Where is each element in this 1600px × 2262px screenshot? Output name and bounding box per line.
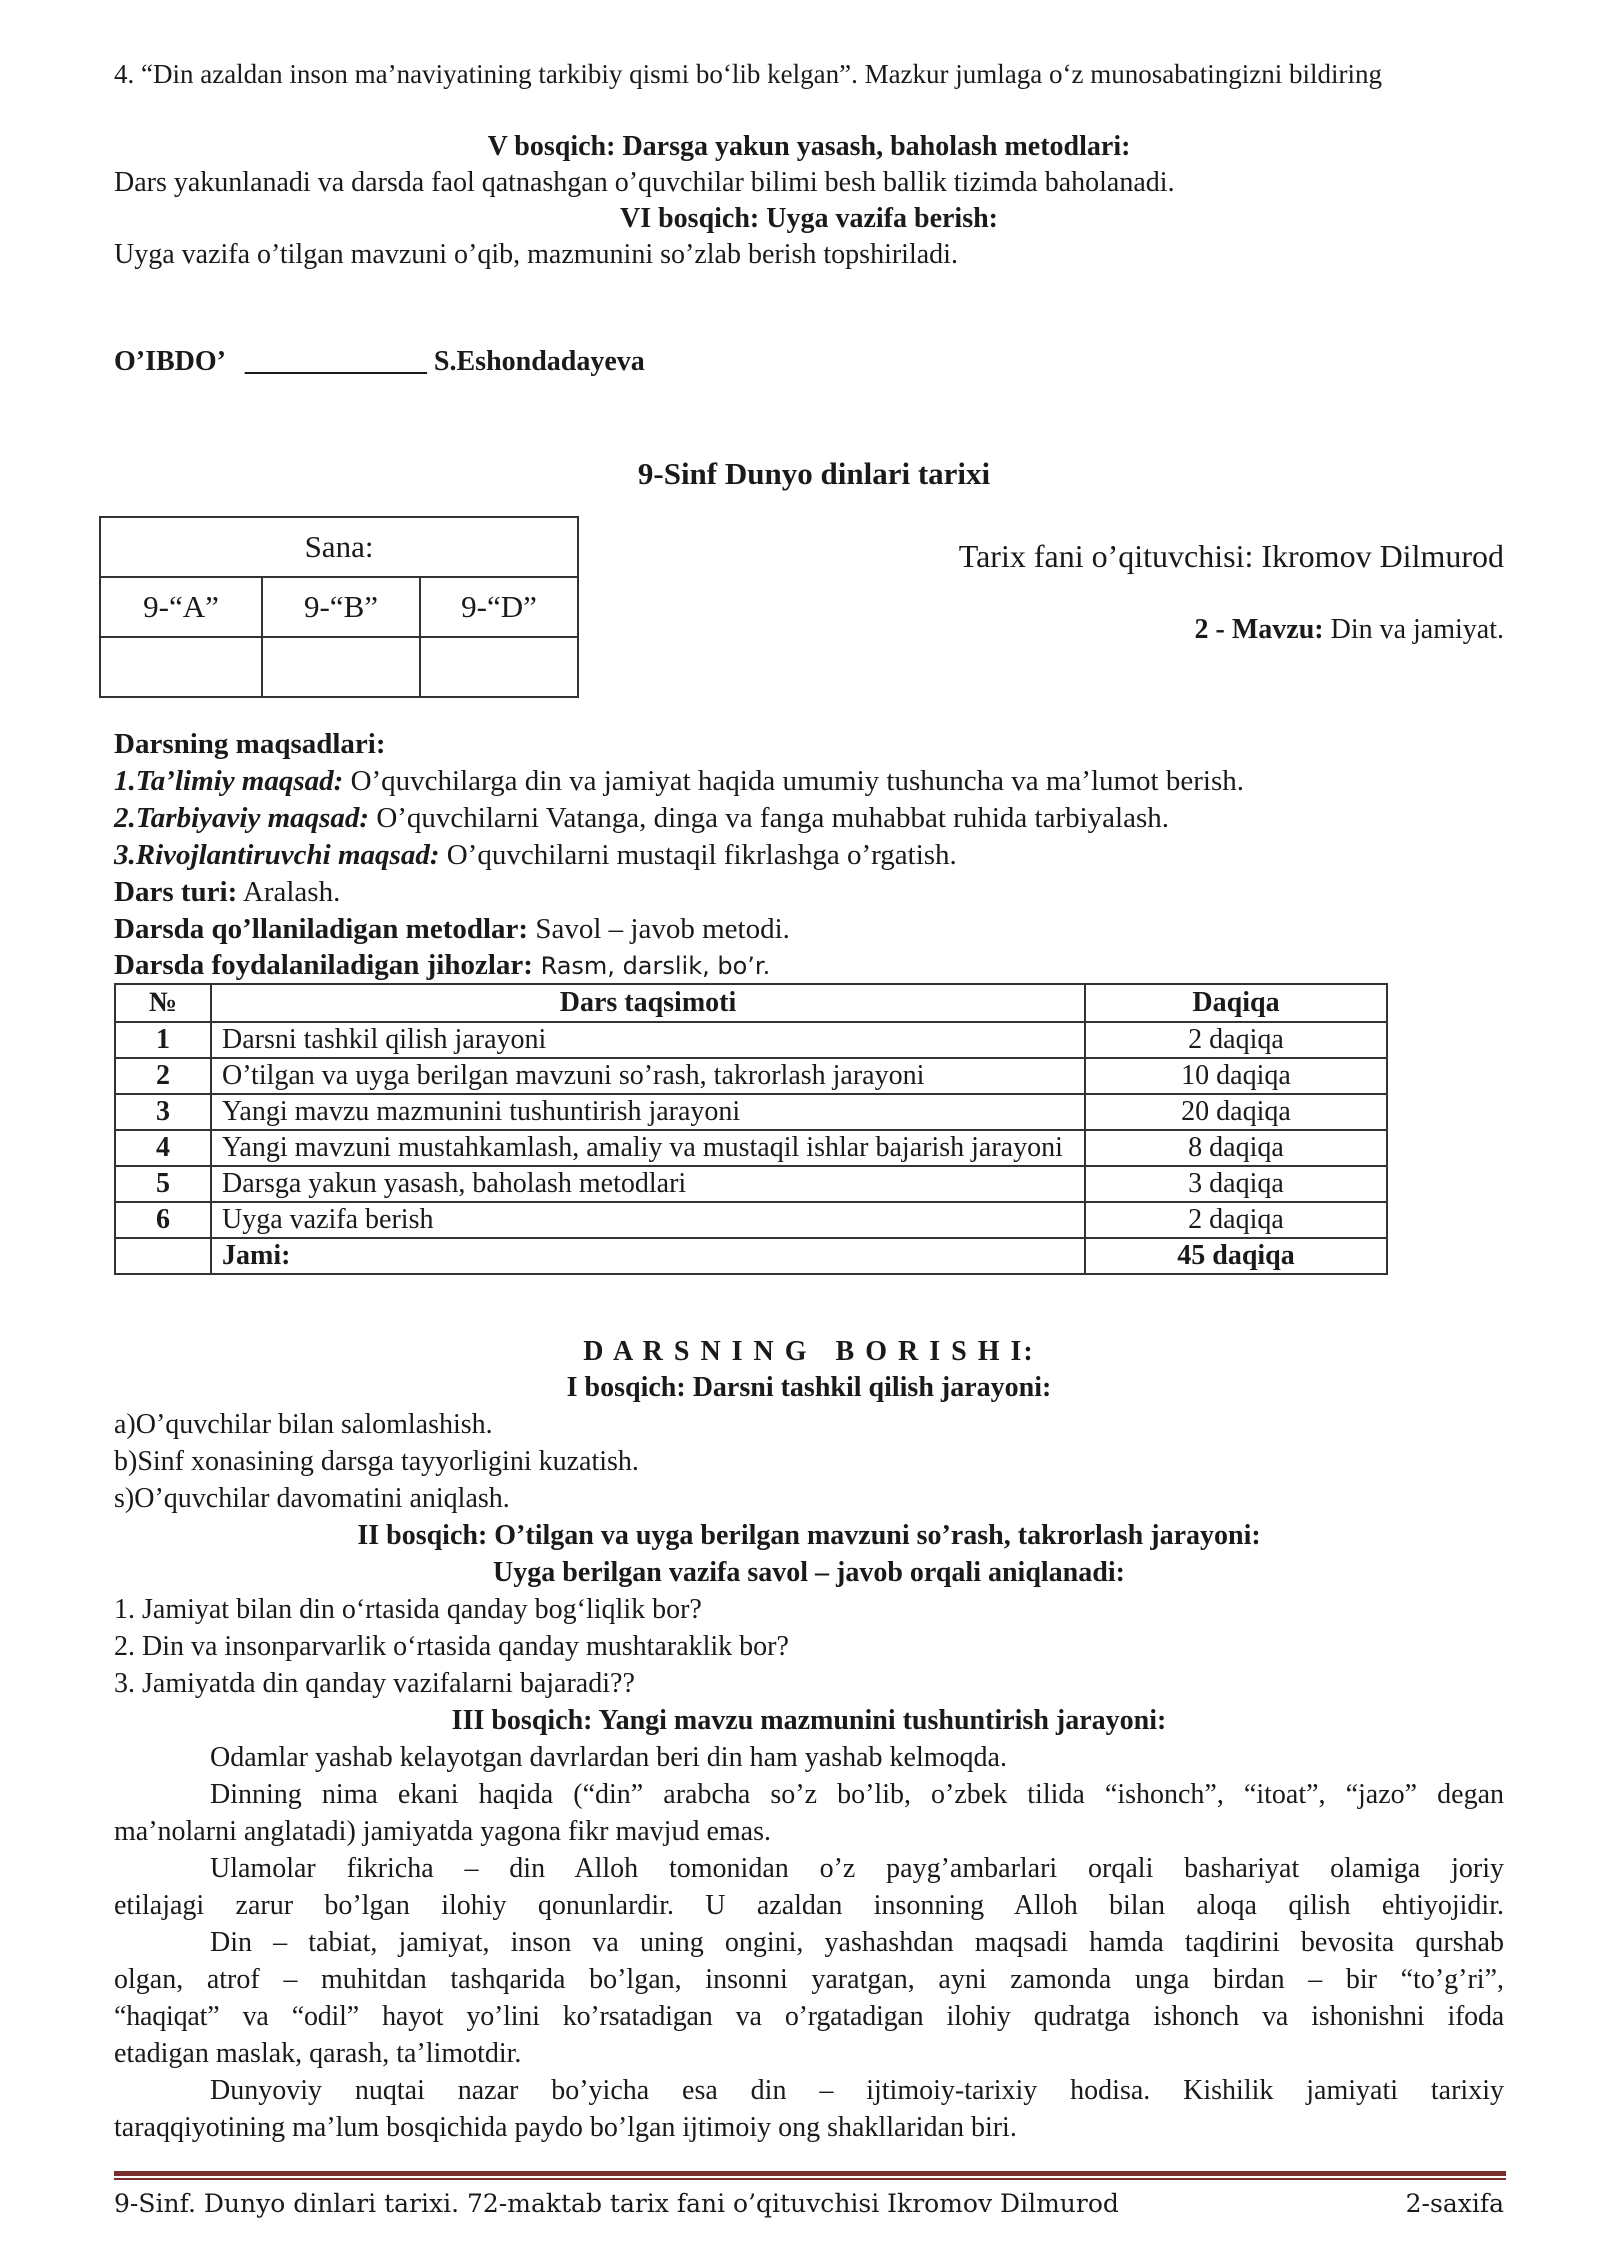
lesson-tools-label: Darsda foydalaniladigan jihozlar:	[114, 949, 533, 981]
lesson-type-text: Aralash.	[237, 876, 341, 908]
table-row	[115, 1058, 1387, 1094]
paragraph-5-line-2: taraqqiyotining ma’lum bosqichida paydo bo’lgan ijtimoiy ong shakllaridan biri.	[114, 2112, 1017, 2143]
row-min: 3 daqiqa	[1085, 1166, 1387, 1202]
stage-i-item-a: a)O’quvchilar bilan salomlashish.	[114, 1409, 493, 1440]
lesson-plan-table	[114, 983, 1388, 1275]
sana-table	[99, 516, 579, 698]
paragraph-4-line-1: Din – tabiat, jamiyat, inson va uning ongini, yashashdan maqsadi hamda taqdirini bevosita qurshab	[210, 1927, 1504, 1958]
lesson-methods-label: Darsda qo’llaniladigan metodlar:	[114, 913, 529, 945]
teacher-name: Tarix fani o’qituvchisi: Ikromov Dilmurod	[958, 538, 1504, 574]
date-cell-d	[420, 637, 578, 697]
row-num: 2	[115, 1058, 211, 1094]
row-task: Darsga yakun yasash, baholash metodlari	[211, 1166, 1085, 1202]
date-cell-b	[262, 637, 420, 697]
lesson-methods-text: Savol – javob metodi.	[528, 913, 790, 945]
class-a: 9-“A”	[100, 577, 262, 637]
lesson-tools	[114, 947, 1504, 985]
class-d: 9-“D”	[420, 577, 578, 637]
stage-ii-subtitle: Uyga berilgan vazifa savol – javob orqali aniqlanadi:	[493, 1557, 1125, 1588]
table-row	[115, 1094, 1387, 1130]
stage-v-title: V bosqich: Darsga yakun yasash, baholash metodlari:	[487, 131, 1131, 162]
goal-3-label: 3.Rivojlantiruvchi maqsad:	[114, 839, 440, 871]
row-task: Uyga vazifa berish	[211, 1202, 1085, 1238]
total-row	[115, 1238, 1387, 1274]
row-task: Darsni tashkil qilish jarayoni	[211, 1022, 1085, 1058]
table-row	[115, 1166, 1387, 1202]
row-num: 5	[115, 1166, 211, 1202]
row-num: 4	[115, 1130, 211, 1166]
stage-vi-text: Uyga vazifa o’tilgan mavzuni o’qib, mazmunini so’zlab berish topshiriladi.	[114, 239, 958, 270]
stage-i-title: I bosqich: Darsni tashkil qilish jarayoni:	[566, 1372, 1052, 1403]
topic	[1195, 612, 1504, 648]
lesson-tools-text: Rasm, darslik, bo’r.	[532, 952, 771, 980]
paragraph-1: Odamlar yashab kelayotgan davrlardan beri din ham yashab kelmoqda.	[210, 1742, 1007, 1773]
total-value: 45 daqiqa	[1085, 1238, 1387, 1274]
row-min: 10 daqiqa	[1085, 1058, 1387, 1094]
paragraph-3-line-1: Ulamolar fikricha – din Alloh tomonidan o’z payg’ambarlari orqali bashariyat olamiga joriy	[210, 1853, 1504, 1884]
stage-v-text: Dars yakunlanadi va darsda faol qatnashgan o’quvchilar bilimi besh ballik tizimda baholanadi.	[114, 167, 1175, 198]
row-min: 2 daqiqa	[1085, 1022, 1387, 1058]
row-task: Yangi mavzu mazmunini tushuntirish jarayoni	[211, 1094, 1085, 1130]
row-task: O’tilgan va uyga berilgan mavzuni so’rash, takrorlash jarayoni	[211, 1058, 1085, 1094]
goal-1	[114, 763, 1504, 800]
plan-header-task: Dars taqsimoti	[211, 984, 1085, 1022]
question-2: 2. Din va insonparvarlik o‘rtasida qanday mushtaraklik bor?	[114, 1631, 789, 1662]
goal-2	[114, 800, 1504, 837]
table-row	[115, 1022, 1387, 1058]
stage-vi-title: VI bosqich: Uyga vazifa berish:	[619, 203, 998, 234]
paragraph-4-line-4: etadigan maslak, qarash, ta’limotdir.	[114, 2038, 522, 2069]
row-min: 2 daqiqa	[1085, 1202, 1387, 1238]
row-num: 6	[115, 1202, 211, 1238]
table-row	[115, 1130, 1387, 1166]
page-title: 9-Sinf Dunyo dinlari tarixi	[637, 456, 991, 491]
stage-iii-title: III bosqich: Yangi mavzu mazmunini tushuntirish jarayoni:	[451, 1705, 1167, 1736]
goal-1-text: O’quvchilarga din va jamiyat haqida umumiy tushuncha va ma’lumot berish.	[343, 765, 1244, 797]
goal-3-text: O’quvchilarni mustaqil fikrlashga o’rgatish.	[439, 839, 957, 871]
lesson-type-label: Dars turi:	[114, 876, 238, 908]
stage-ii-title: II bosqich: O’tilgan va uyga berilgan mavzuni so’rash, takrorlash jarayoni:	[357, 1520, 1261, 1551]
paragraph-2-line-1: Dinning nima ekani haqida (“din” arabcha so’z bo’lib, o’zbek tilida “ishonch”, “itoat”, “jazo” degan	[210, 1779, 1504, 1810]
plan-header-num: №	[115, 984, 211, 1022]
row-task: Yangi mavzuni mustahkamlash, amaliy va mustaqil ishlar bajarish jarayoni	[211, 1130, 1085, 1166]
goals-heading: Darsning maqsadlari:	[114, 728, 386, 760]
table-row	[115, 1202, 1387, 1238]
paragraph-4-line-3: “haqiqat” va “odil” hayot yo’lini ko’rsatadigan va o’rgatadigan ilohiy qudratga ishonch va ishonishni ifoda	[114, 2001, 1504, 2032]
topic-label: 2 - Mavzu:	[1194, 614, 1324, 645]
goal-2-text: O’quvchilarni Vatanga, dinga va fanga muhabbat ruhida tarbiyalash.	[369, 802, 1169, 834]
goal-3	[114, 837, 1504, 874]
paragraph-4-line-2: olgan, atrof – muhitdan tashqarida bo’lgan, insonni yaratgan, ayni zamonda unga birdan – bir “to’g’ri”,	[114, 1964, 1504, 1995]
total-label: Jami:	[211, 1238, 1085, 1274]
question-3: 3. Jamiyatda din qanday vazifalarni bajaradi??	[114, 1668, 635, 1699]
row-num: 3	[115, 1094, 211, 1130]
goal-2-label: 2.Tarbiyaviy maqsad:	[114, 802, 370, 834]
plan-header-row	[115, 984, 1387, 1022]
footer-rule-thick	[114, 2171, 1506, 2176]
total-num-cell	[115, 1238, 211, 1274]
class-b: 9-“B”	[262, 577, 420, 637]
paragraph-5-line-1: Dunyoviy nuqtai nazar bo’yicha esa din – ijtimoiy-tarixiy hodisa. Kishilik jamiyati tarixiy	[210, 2075, 1504, 2106]
stage-i-item-s: s)O’quvchilar davomatini aniqlash.	[114, 1483, 510, 1514]
footer-left: 9-Sinf. Dunyo dinlari tarixi. 72-maktab tarix fani o’qituvchisi Ikromov Dilmurod	[114, 2189, 1119, 2218]
lesson-type	[114, 874, 1504, 911]
paragraph-2-line-2: ma’nolarni anglatadi) jamiyatda yagona fikr mavjud emas.	[114, 1816, 771, 1847]
lesson-methods	[114, 911, 1504, 948]
date-cell-a	[100, 637, 262, 697]
stage-i-item-b: b)Sinf xonasining darsga tayyorligini kuzatish.	[114, 1446, 639, 1477]
footer-rule-thin	[114, 2178, 1506, 2180]
sana-header: Sana:	[100, 517, 578, 577]
signature-line: O’IBDO’ _____________ S.Eshondadayeva	[114, 346, 645, 377]
course-heading: D A R S N I N G B O R I S H I:	[583, 1336, 1035, 1367]
row-num: 1	[115, 1022, 211, 1058]
goal-1-label: 1.Ta’limiy maqsad:	[114, 765, 344, 797]
topic-value: Din va jamiyat.	[1323, 614, 1504, 645]
plan-header-min: Daqiqa	[1085, 984, 1387, 1022]
question-4: 4. “Din azaldan inson ma’naviyatining tarkibiy qismi bo‘lib kelgan”. Mazkur jumlaga o‘z munosabatingizni bildiring	[114, 59, 1382, 89]
row-min: 8 daqiqa	[1085, 1130, 1387, 1166]
paragraph-3-line-2: etilajagi zarur bo’lgan ilohiy qonunlardir. U azaldan insonning Alloh bilan aloqa qilish ehtiyojidir.	[114, 1890, 1504, 1921]
row-min: 20 daqiqa	[1085, 1094, 1387, 1130]
footer-page-number: 2-saxifa	[1405, 2189, 1504, 2218]
question-1: 1. Jamiyat bilan din o‘rtasida qanday bog‘liqlik bor?	[114, 1594, 702, 1625]
